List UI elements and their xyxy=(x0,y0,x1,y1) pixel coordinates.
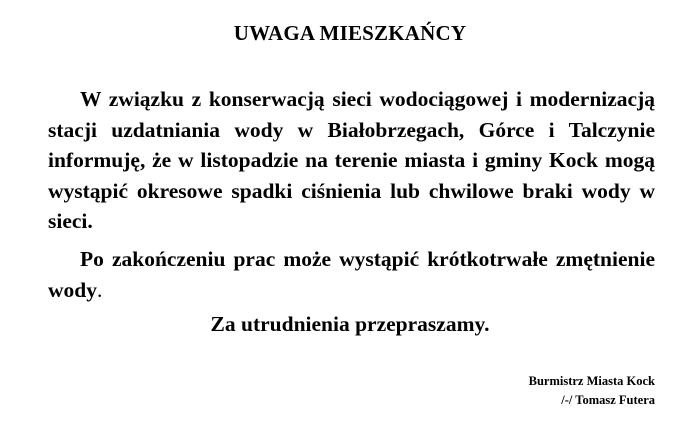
signature-title: Burmistrz Miasta Kock xyxy=(528,374,655,388)
notice-paragraph-2 xyxy=(48,244,655,305)
signature-name: /-/ Tomasz Futera xyxy=(561,393,655,407)
notice-paragraph-1: W związku z konserwacją sieci wodociągowej i modernizacją stacji uzdatniania wody w Białobrzegach, Górce i Talczynie informuję, że w listopadzie na terenie miasta i gminy Kock mogą wystąpić okresowe spadki ciśnienia lub chwilowe braki wody w sieci. xyxy=(48,87,655,233)
notice-paragraph-2-period: . xyxy=(96,277,103,302)
notice-paragraph-2-text: Po zakończeniu prac może wystąpić krótkotrwałe zmętnienie wody xyxy=(48,247,655,302)
notice-title: UWAGA MIESZKAŃCY xyxy=(233,21,467,45)
signature-block xyxy=(529,372,655,410)
closing-apology: Za utrudnienia przepraszamy. xyxy=(210,312,490,336)
